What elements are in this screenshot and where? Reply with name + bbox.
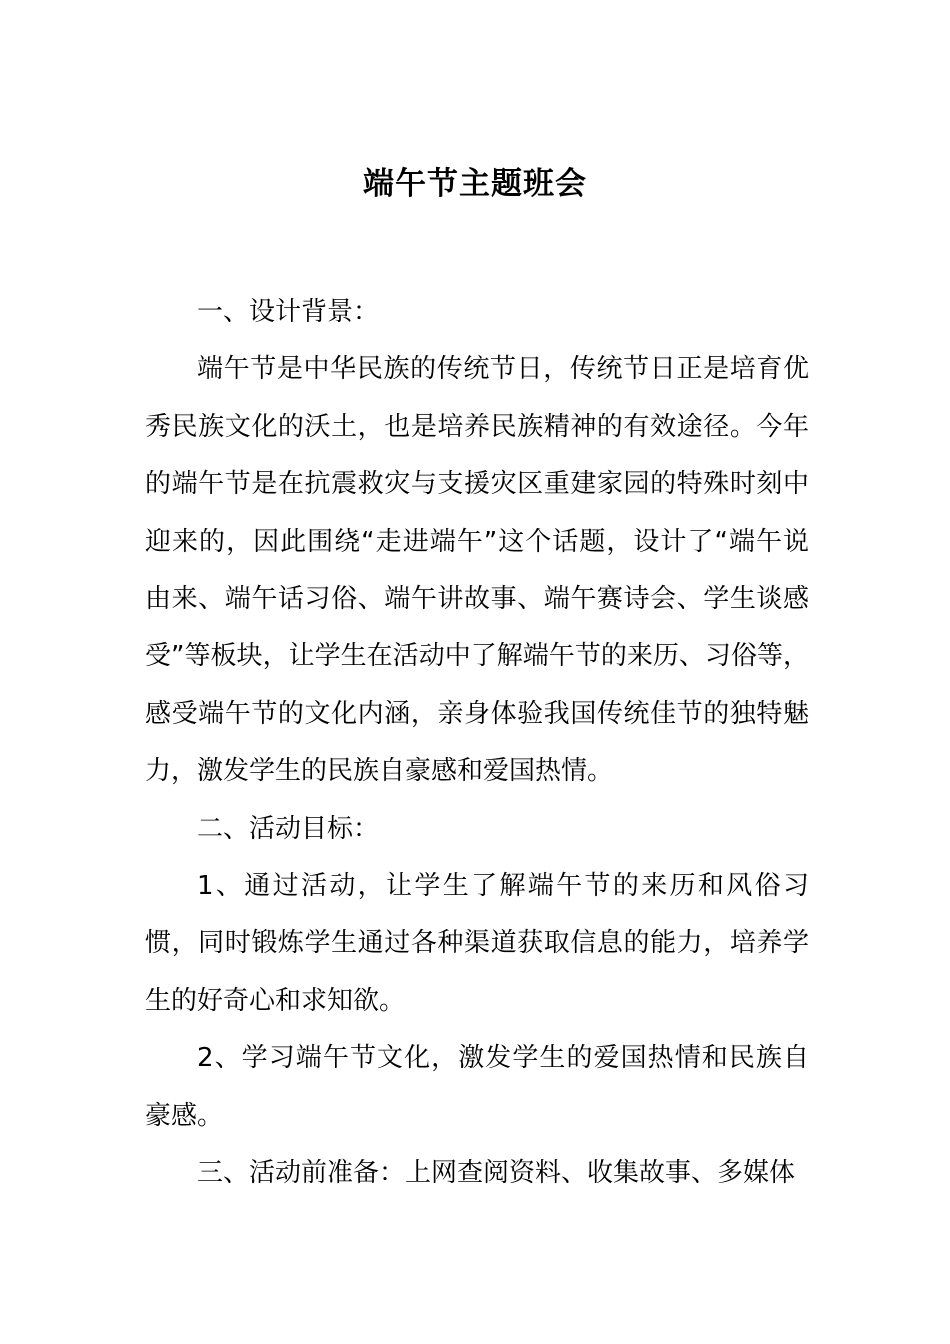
goal-item-1: 1、通过活动，让学生了解端午节的来历和风俗习惯，同时锻炼学生通过各种渠道获取信息的能力，培养学生的好奇心和求知欲。 xyxy=(145,871,809,1016)
goal-item-2: 2、学习端午节文化，激发学生的爱国热情和民族自豪感。 xyxy=(145,1043,809,1131)
section-heading-preparation: 三、活动前准备：上网查阅资料、收集故事、多媒体 xyxy=(197,1158,796,1189)
section-heading-background: 一、设计背景： xyxy=(197,297,380,327)
section-heading-goals: 二、活动目标： xyxy=(197,813,380,844)
background-paragraph: 端午节是中华民族的传统节日，传统节日正是培育优秀民族文化的沃土，也是培养民族精神的有效途径。今年的端午节是在抗震救灾与支援灾区重建家园的特殊时刻中迎来的，因此围绕“走进端午”这个话题，设计了“端午说由来、端午话习俗、端午讲故事、端午赛诗会、学生谈感受”等板块，让学生在活动中了解端午节的来历、习俗等，感受端午节的文化内涵，亲身体验我国传统佳节的独特魅力，激发学生的民族自豪感和爱国热情。 xyxy=(145,354,809,787)
document-title: 端午节主题班会 xyxy=(363,166,587,202)
document-body xyxy=(145,284,809,1203)
